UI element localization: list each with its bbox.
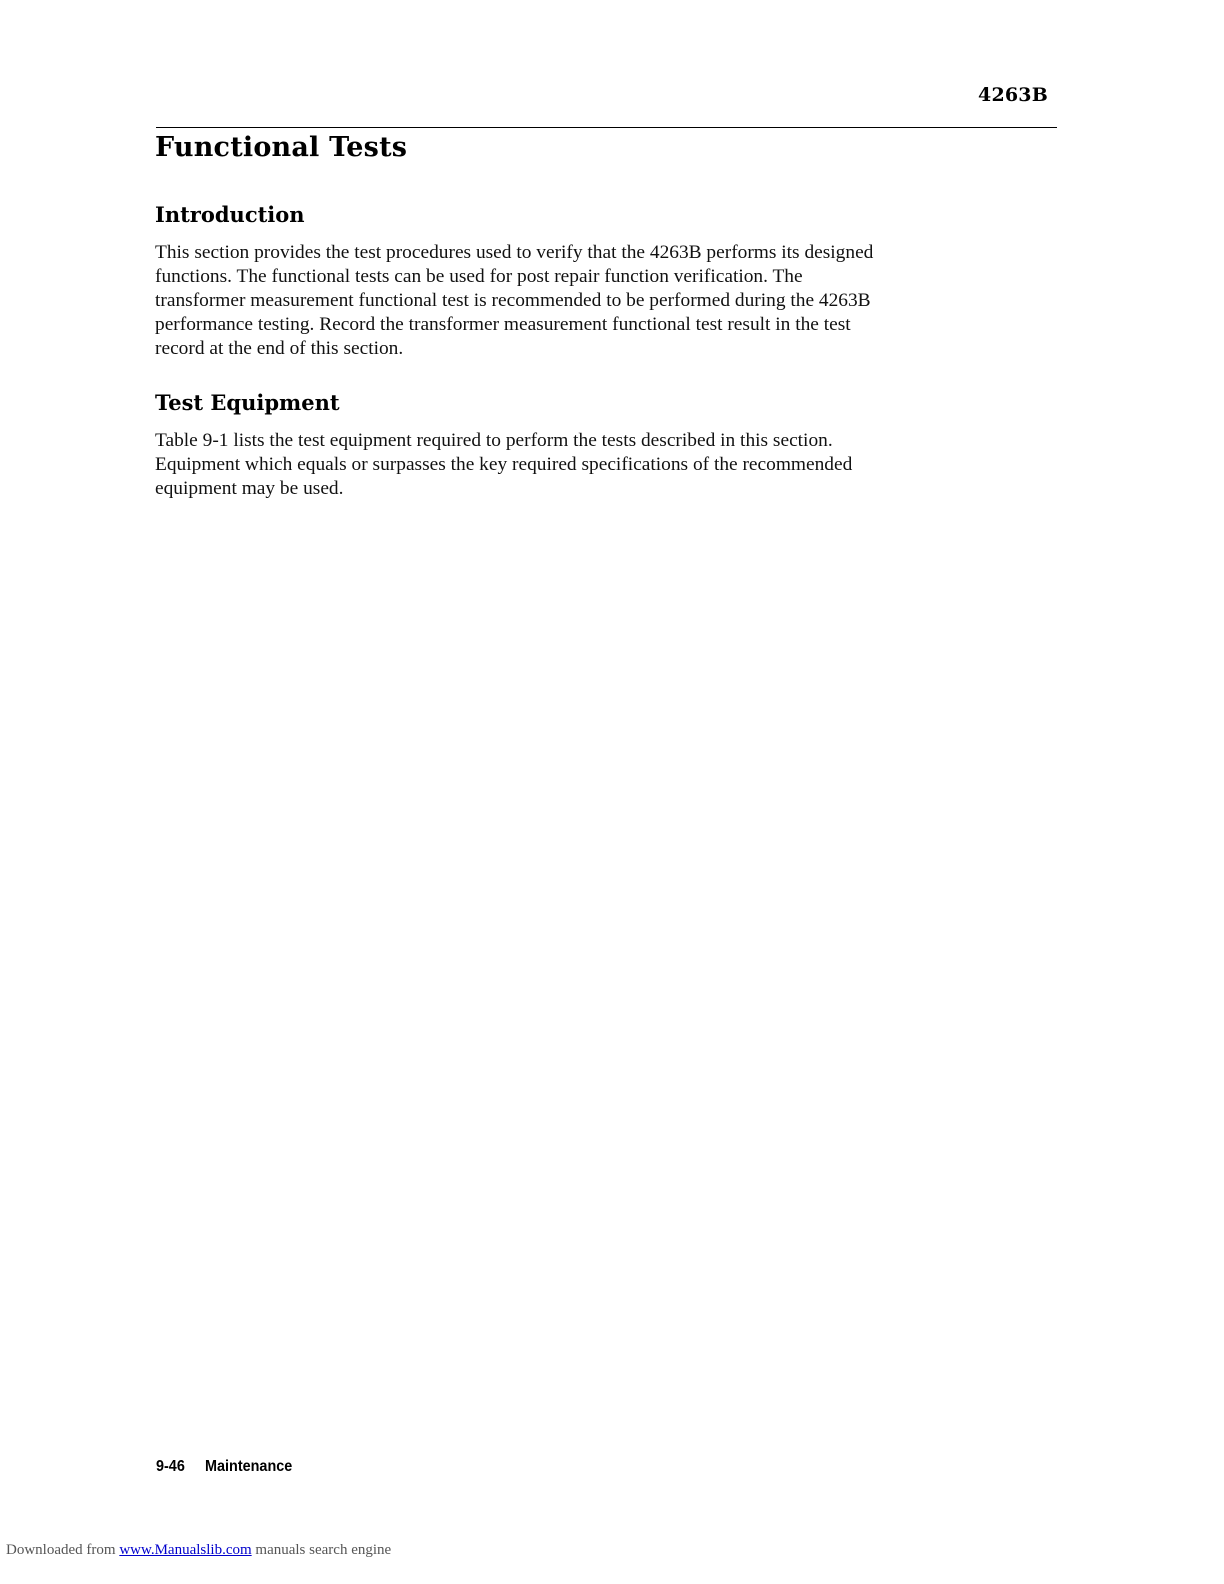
section-heading-test-equipment: Test Equipment (155, 390, 340, 415)
paragraph-line: performance testing. Record the transformer measurement functional test result in the test (155, 314, 851, 335)
model-number-label: 4263B (978, 84, 1048, 106)
page-number: 9-46 (156, 1458, 185, 1475)
paragraph-line: Equipment which equals or surpasses the key required specifications of the recommended (155, 454, 853, 475)
paragraph-line: This section provides the test procedures used to verify that the 4263B performs its designed (155, 242, 874, 263)
section-heading-introduction: Introduction (155, 202, 305, 227)
paragraph-line: record at the end of this section. (155, 338, 404, 359)
test-equipment-paragraph (155, 429, 1060, 501)
paragraph-line: Table 9-1 lists the test equipment required to perform the tests described in this section. (155, 430, 833, 451)
chapter-name: Maintenance (205, 1458, 293, 1475)
download-notice (6, 1542, 391, 1559)
download-prefix: Downloaded from (6, 1542, 120, 1558)
manualslib-link[interactable]: www.Manualslib.com (119, 1542, 252, 1558)
paragraph-line: transformer measurement functional test is recommended to be performed during the 4263B (155, 290, 871, 311)
page-footer (156, 1458, 292, 1476)
paragraph-line: equipment may be used. (155, 478, 344, 499)
download-suffix: manuals search engine (251, 1542, 392, 1558)
page-title: Functional Tests (155, 132, 408, 163)
header-rule (156, 127, 1057, 128)
paragraph-line: functions. The functional tests can be used for post repair function verification. The (155, 266, 803, 287)
introduction-paragraph (155, 241, 1060, 361)
